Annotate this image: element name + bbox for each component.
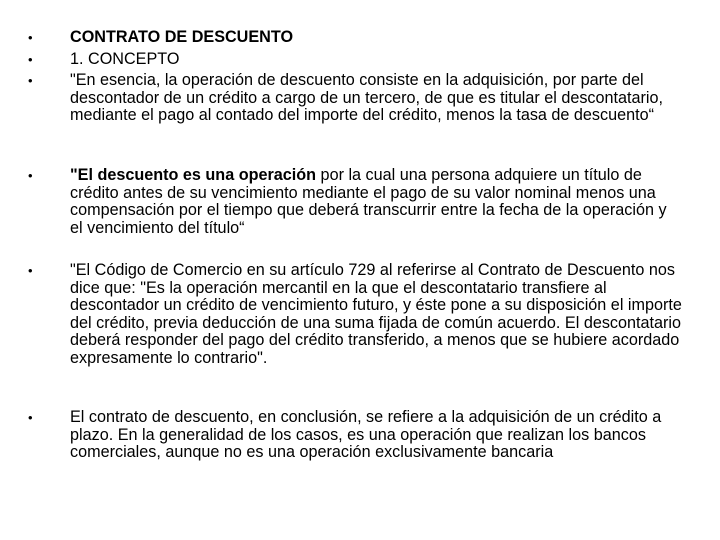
bullet-icon: • (28, 30, 33, 45)
paragraph-text: por la cual una persona adquiere un título de crédito antes de su vencimiento mediante el pago de su valor nominal menos una compensación por el tiempo que deberá transcurrir entre la fecha de la operación y el vencimiento del título“ (70, 166, 667, 237)
heading-title: CONTRATO DE DESCUENTO (70, 28, 294, 46)
bullet-icon: • (28, 263, 33, 278)
description-paragraph (70, 167, 682, 237)
section-heading: 1. CONCEPTO (70, 50, 180, 68)
bullet-icon: • (28, 73, 33, 88)
bullet-icon: • (28, 410, 33, 425)
emphasis-text: "El descuento es una operación (70, 166, 317, 184)
bullet-icon: • (28, 52, 33, 67)
code-quote-paragraph: "El Código de Comercio en su artículo 729 al referirse al Contrato de Descuento nos dice que: "Es la operación mercantil en la que el descontatario transfiere al descontador un crédito de vencimiento futuro, y éste pone a su disposición el importe del crédito, previa deducción de una suma fijada de común acuerdo. El descontatario deberá responder del pago del crédito transferido, a menos que se hubiere acordado expresamente lo contrario". (70, 261, 682, 367)
definition-paragraph: "En esencia, la operación de descuento consiste en la adquisición, por parte del descontador de un crédito a cargo de un tercero, de que es titular el descontatario, mediante el pago al contado del importe del crédito, menos la tasa de descuento“ (70, 71, 664, 124)
conclusion-paragraph: El contrato de descuento, en conclusión, se refiere a la adquisición de un crédito a plazo. En la generalidad de los casos, es una operación que realizan los bancos comerciales, aunque no es una operación exclusivamente bancaria (70, 408, 662, 461)
bullet-icon: • (28, 168, 33, 183)
